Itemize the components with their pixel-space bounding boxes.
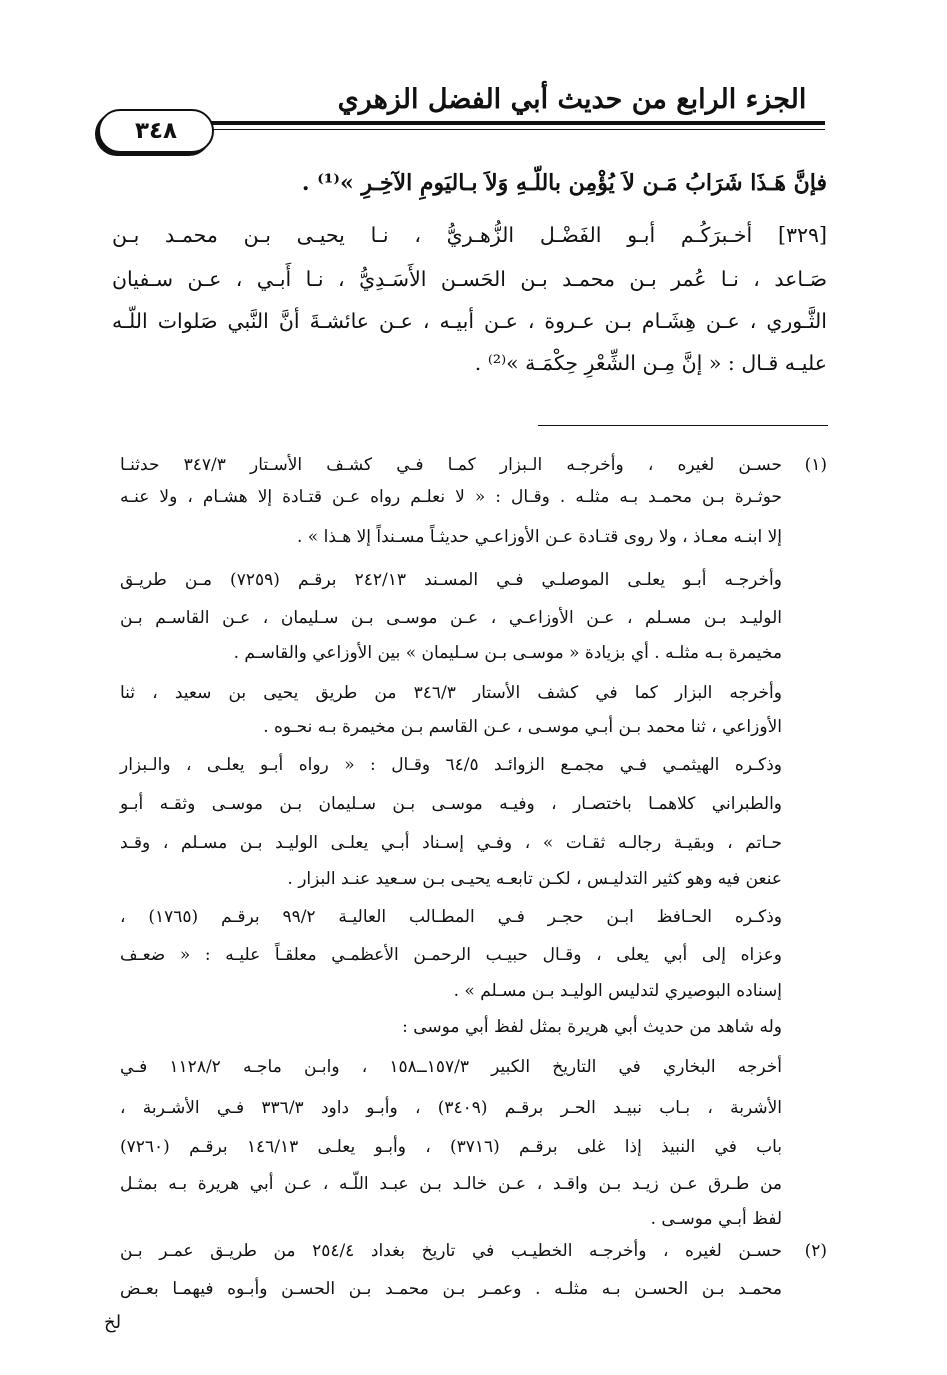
footnote-line: حسـن لغيره ، وأخرجـه الخطيـب في تاريخ بغداد ٢٥٤/٤ من طريـق عمـر بـن xyxy=(120,1241,782,1261)
footnote-line: مخيمرة بـه مثلـه . أي بزيادة « موسـى بـن سـليمان » بين الأوزاعي والقاسـم . xyxy=(233,643,782,663)
footnote-line: من طـرق عـن زيـد بـن واقـد ، عـن خالـد بـن عبـد اللّـه ، عـن أبي هريرة بـه بمثـل xyxy=(120,1174,782,1194)
main-text-line: عليـه قـال : « إنَّ مِـن الشِّعْرِ حِكْمَـة »⁽²⁾ . xyxy=(474,351,827,375)
footnote-line: حسـن لغيره ، وأخرجـه الـبزار كمـا فـي كشـف الأسـتار ٣٤٧/٣ حدثنـا xyxy=(120,455,783,475)
footnote-line: وله شاهد من حديث أبي هريرة بمثل لفظ أبي موسى : xyxy=(402,1017,782,1037)
footnote-number: (٢) xyxy=(804,1241,827,1261)
catchword: لخ xyxy=(104,1312,122,1333)
header-rule-thin xyxy=(205,129,825,130)
footnote-separator xyxy=(538,425,828,426)
footnote-line: لفظ أبـي موسـى . xyxy=(650,1209,782,1229)
footnote-line: محمـد بـن الحسـن بـه مثلـه . وعمـر بـن محمـد بـن الحسـن وأبـوه فيهمـا بعـض xyxy=(120,1279,782,1299)
footnote-line: والطبراني كلاهمـا باختصـار ، وفيـه موسـى بـن سـليمان بـن موسـى وثقـه أبـو xyxy=(120,794,782,814)
footnote-line: الوليـد بـن مسـلم ، عـن الأوزاعـي ، عـن موسـى بـن سـليمان ، عـن القاسـم بـن xyxy=(120,608,782,628)
footnote-line: وأخرجه البزار كما في كشف الأستار ٣٤٦/٣ من طريق يحيى بن سعيد ، ثنا xyxy=(120,683,782,703)
main-text-line: فإنَّ هَـذَا شَرَابُ مَـن لاَ يُؤْمِن باللّـهِ وَلاَ بـاليَومِ الآخِـرِ »⁽¹⁾ . xyxy=(301,170,827,196)
footnote-line: باب في النبيذ إذا غلى برقـم (٣٧١٦) ، وأبـو يعلـى ١٤٦/١٣ برقـم (٧٢٦٠) xyxy=(120,1137,783,1157)
footnote-line: عنعن فيه وهو كثير التدليـس ، لكـن تابعـه يحيـى بـن سـعيد عنـد البزار . xyxy=(287,869,782,889)
running-header-title: الجزء الرابع من حديث أبي الفضل الزهري xyxy=(337,84,807,115)
footnote-line: الأشربة ، بـاب نبيـد الحـر برقـم (٣٤٠٩) ، وأبـو داود ٣٣٦/٣ فـي الأشـربة ، xyxy=(120,1098,783,1118)
main-text-line: الثَّـوري ، عـن هِشَـام بـن عـروة ، عـن أبيـه ، عـن عائشـةَ أنَّ النَّبي صَلوات اللّـه xyxy=(112,309,827,333)
footnote-line: وذكـره الحـافظ ابـن حجـر فـي المطـالب العاليـة ٩٩/٢ برقـم (١٧٦٥) ، xyxy=(120,907,782,927)
page-number-badge: ٣٤٨ xyxy=(98,109,214,153)
footnote-line: أخرجه البخاري في التاريخ الكبير ١٥٧/٣ــ١٥٨ ، وابـن ماجـه ١١٢٨/٢ فـي xyxy=(120,1057,783,1077)
footnote-line: إلا ابنـه معـاذ ، ولا روى قتـادة عـن الأوزاعـي حديثـاً مسـنداً إلا هـذا » . xyxy=(296,527,782,547)
footnote-line: وأخرجـه أبـو يعلـى الموصلـي فـي المسـند ٢٤٢/١٣ برقـم (٧٢٥٩) مـن طريـق xyxy=(120,570,782,590)
footnote-line: حوثـرة بـن محمـد بـه مثلـه . وقـال : « لا نعلـم رواه عـن قتـادة إلا هشـام ، ولا عنـه xyxy=(120,487,782,507)
footnote-line: حـاتم ، وبقيـة رجالـه ثقـات » ، وفـي إسـناد أبـي يعلـى الوليـد بـن مسـلم ، وقـد xyxy=(120,833,782,853)
footnote-line: إسناده البوصيري لتدليس الوليـد بـن مسـلم » . xyxy=(453,981,782,1001)
footnote-line: وعزاه إلى أبي يعلى ، وقـال حبيـب الرحمـن الأعظمـي معلقـاً عليـه : « ضعـف xyxy=(120,945,782,965)
footnote-number: (١) xyxy=(804,455,827,475)
footnote-line: وذكـره الهيثمـي فـي مجمـع الزوائـد ٦٤/٥ وقـال : « رواه أبـو يعلـى ، والـبزار xyxy=(120,755,782,775)
main-text-line: [٣٢٩] أخـبرَكُـم أبـو الفَضْـل الزُّهـريُّ ، نـا يحيـى بـن محمـد بـن xyxy=(112,223,827,247)
header-rule-thick xyxy=(205,121,825,125)
main-text-line: صَـاعد ، نـا عُمر بـن محمـد بـن الحَسـن الأَسَـدِيُّ ، نـا أَبـي ، عـن سـفيان xyxy=(112,267,827,291)
footnote-line: الأوزاعي ، ثنا محمد بـن أبـي موسـى ، عـن القاسم بـن مخيمرة بـه نحـوه . xyxy=(263,717,782,737)
